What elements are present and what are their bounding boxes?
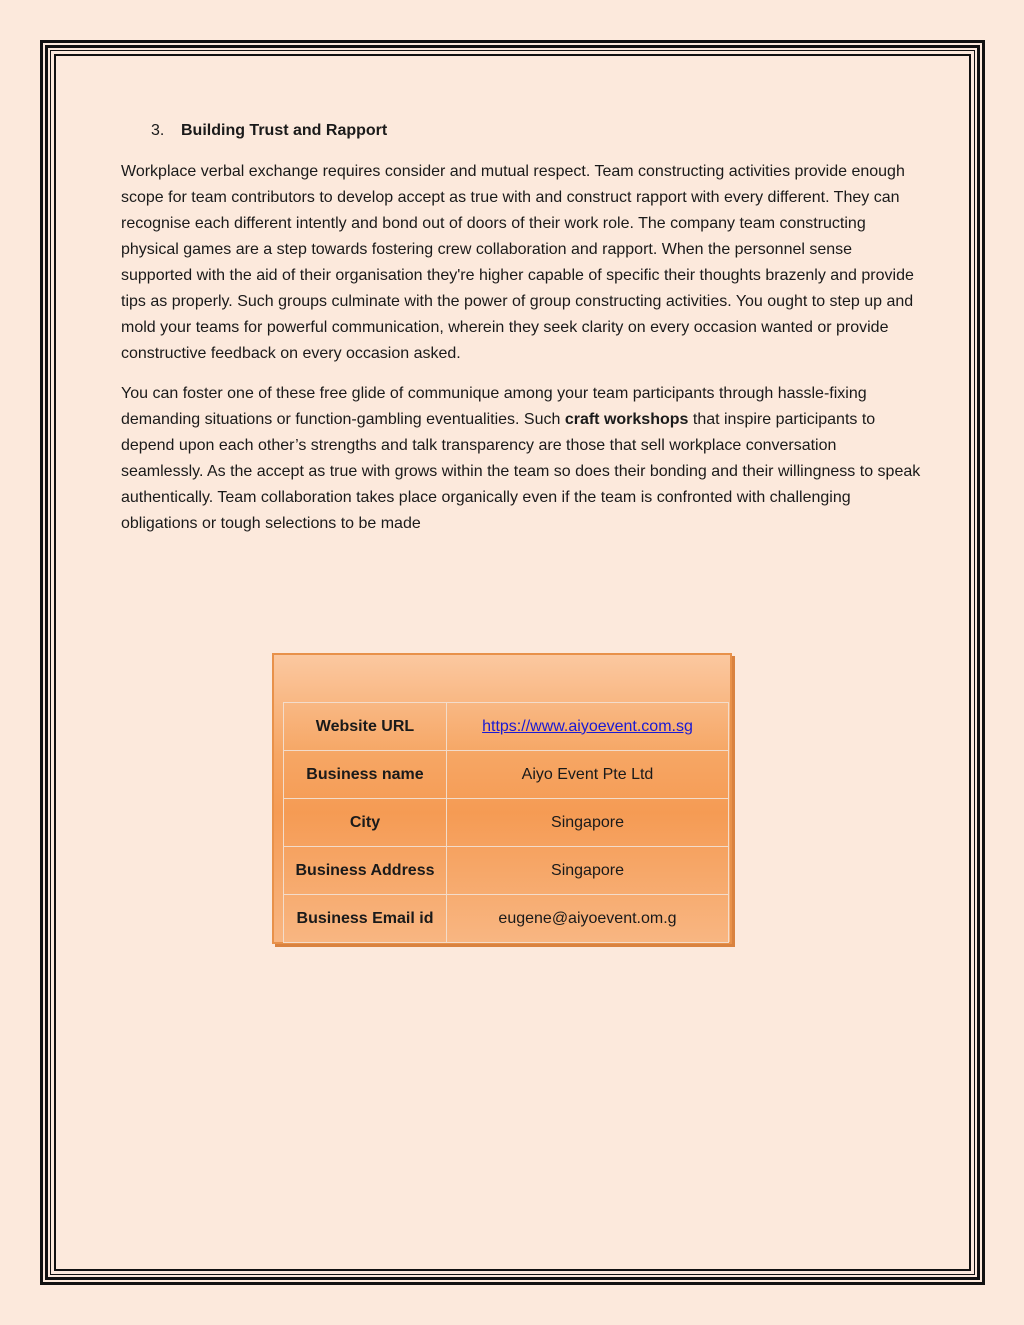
business-email-label: Business Email id — [284, 895, 447, 943]
website-url-cell — [447, 703, 729, 751]
table-row — [284, 895, 729, 943]
city-value: Singapore — [447, 799, 729, 847]
business-address-label: Business Address — [284, 847, 447, 895]
paragraph-2-text-b: that inspire participants to depend upon each other’s strengths and talk transparency are those that sell workplace conversation seamlessly. As the accept as true with grows within the team so does their bonding and their willingness to speak authentically. Team collaboration takes place organically even if the team is confronted with challenging obligations or tough selections to be made — [121, 411, 921, 532]
business-info-table — [283, 702, 729, 943]
website-url-label: Website URL — [284, 703, 447, 751]
business-email-value: eugene@aiyoevent.om.g — [447, 895, 729, 943]
craft-workshops-emphasis: craft workshops — [564, 411, 689, 428]
paragraph-1: Workplace verbal exchange requires consider and mutual respect. Team constructing activities provide enough scope for team contributors to develop accept as true with and construct rapport with every different. They can recognise each different intently and bond out of doors of their work role. The company team constructing physical games are a step towards fostering crew collaboration and rapport. When the personnel sense supported with the aid of their organisation they're higher capable of specific their thoughts brazenly and provide tips as properly. Such groups culminate with the power of group constructing activities. You ought to step up and mold your teams for powerful communication, wherein they seek clarity on every occasion wanted or provide constructive feedback on every occasion asked. — [121, 163, 914, 362]
business-name-label: Business name — [284, 751, 447, 799]
business-address-value: Singapore — [447, 847, 729, 895]
business-name-value: Aiyo Event Pte Ltd — [447, 751, 729, 799]
section-number: 3. — [151, 122, 165, 139]
website-url-link[interactable]: https://www.aiyoevent.com.sg — [482, 717, 693, 735]
section-heading — [151, 118, 921, 144]
section-title: Building Trust and Rapport — [181, 122, 388, 139]
table-row — [284, 751, 729, 799]
table-row — [284, 703, 729, 751]
paragraph-2-text-a: You can foster one of these free glide of communique among your team participants through hassle-fixing demanding situations or function-gambling eventualities. Such — [121, 385, 867, 428]
document-body — [121, 118, 921, 551]
table-row — [284, 799, 729, 847]
city-label: City — [284, 799, 447, 847]
table-row — [284, 847, 729, 895]
paragraph-2 — [121, 381, 921, 537]
business-info-card — [272, 653, 732, 944]
